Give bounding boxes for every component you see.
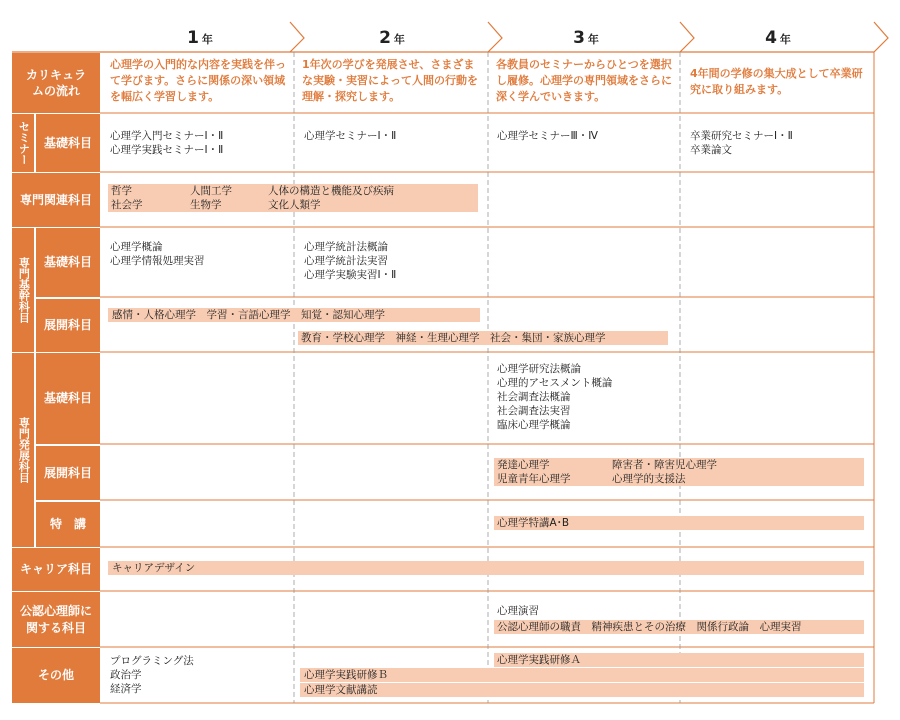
related-item: 人体の構造と機能及び疾病 <box>268 185 394 197</box>
related-item: 生物学 <box>190 199 222 211</box>
seminar-y4: 卒業研究セミナーⅠ・Ⅱ 卒業論文 <box>690 130 793 156</box>
flow-year-2: 1年次の学びを発展させ、さまざまな実験・実習によって人間の行動を理解・探究します。 <box>302 58 478 103</box>
other-band-y2b-text: 心理学文献講読 <box>304 684 378 696</box>
dev-adv-item: 心理学的支援法 <box>612 473 686 485</box>
group-development: 専門発展科目 <box>12 353 34 547</box>
seminar-y1: 心理学入門セミナーⅠ・Ⅱ 心理学実践セミナーⅠ・Ⅱ <box>110 130 224 156</box>
group-seminar: セミナー <box>12 114 34 172</box>
dev-adv-item: 発達心理学 <box>497 459 550 471</box>
dev-adv-item: 障害者・障害児心理学 <box>612 459 717 471</box>
core-adv-text-2: 教育・学校心理学 神経・生理心理学 社会・集団・家族心理学 <box>301 332 606 344</box>
other-band-y2a-text: 心理学実践研修Ｂ <box>304 669 388 681</box>
dev-adv-item: 児童青年心理学 <box>497 473 571 485</box>
flow-year-4: 4年間の学修の集大成として卒業研究に取り組みます。 <box>690 67 863 96</box>
label-dev-basic: 基礎科目 <box>36 353 100 444</box>
other-y1: プログラミング法 政治学 経済学 <box>110 655 194 695</box>
label-core-advanced: 展開科目 <box>36 299 100 352</box>
license-y3: 心理演習 <box>497 605 539 617</box>
related-item: 哲学 <box>111 185 132 197</box>
seminar-y2: 心理学セミナーⅠ・Ⅱ <box>304 130 397 142</box>
year-2-heading: 2 年 <box>379 28 405 48</box>
core-basic-y2: 心理学統計法概論 心理学統計法実習 心理学実験実習Ⅰ・Ⅱ <box>304 241 397 281</box>
career-band <box>108 561 864 575</box>
year-3-heading: 3 年 <box>573 28 599 48</box>
core-adv-text-1: 感情・人格心理学 学習・言語心理学 知覚・認知心理学 <box>112 309 385 321</box>
related-item: 文化人類学 <box>268 199 321 211</box>
flow-year-1: 心理学の入門的な内容を実践を伴って学びます。さらに関係の深い領域を幅広く学習します。 <box>110 58 286 103</box>
year-1-heading: 1 年 <box>187 28 213 48</box>
core-basic-y1: 心理学概論 心理学情報処理実習 <box>110 241 205 267</box>
label-seminar-basic: 基礎科目 <box>36 114 100 172</box>
other-band-y2b <box>300 683 864 697</box>
label-core-basic: 基礎科目 <box>36 228 100 297</box>
flow-year-3: 各教員のセミナーからひとつを選択し履修。心理学の専門領域をさらに深く学んでいきます。 <box>496 58 672 103</box>
label-dev-special: 特 講 <box>36 502 100 547</box>
label-curriculum-flow: カリキュラムの流れ <box>12 53 100 113</box>
seminar-y3: 心理学セミナーⅢ・Ⅳ <box>497 130 598 142</box>
group-core: 専門基幹科目 <box>12 228 34 352</box>
other-band-y3-text: 心理学実践研修Ａ <box>497 654 581 666</box>
career-text: キャリアデザイン <box>112 562 196 574</box>
dev-basic-y3: 心理学研究法概論 心理的アセスメント概論 社会調査法概論 社会調査法実習 臨床心理学概論 <box>497 363 613 431</box>
label-career: キャリア科目 <box>12 548 100 591</box>
license-band-text: 公認心理師の職責 精神疾患とその治療 関係行政論 心理実習 <box>497 621 802 633</box>
label-dev-advanced: 展開科目 <box>36 446 100 500</box>
dev-special-text: 心理学特講A･B <box>497 517 570 529</box>
label-license: 公認心理師に関する科目 <box>12 592 100 647</box>
related-item: 社会学 <box>111 199 143 211</box>
year-4-heading: 4 年 <box>765 28 791 48</box>
label-other: その他 <box>12 648 100 703</box>
label-related-subjects: 専門関連科目 <box>12 173 100 227</box>
related-item: 人間工学 <box>190 185 232 197</box>
